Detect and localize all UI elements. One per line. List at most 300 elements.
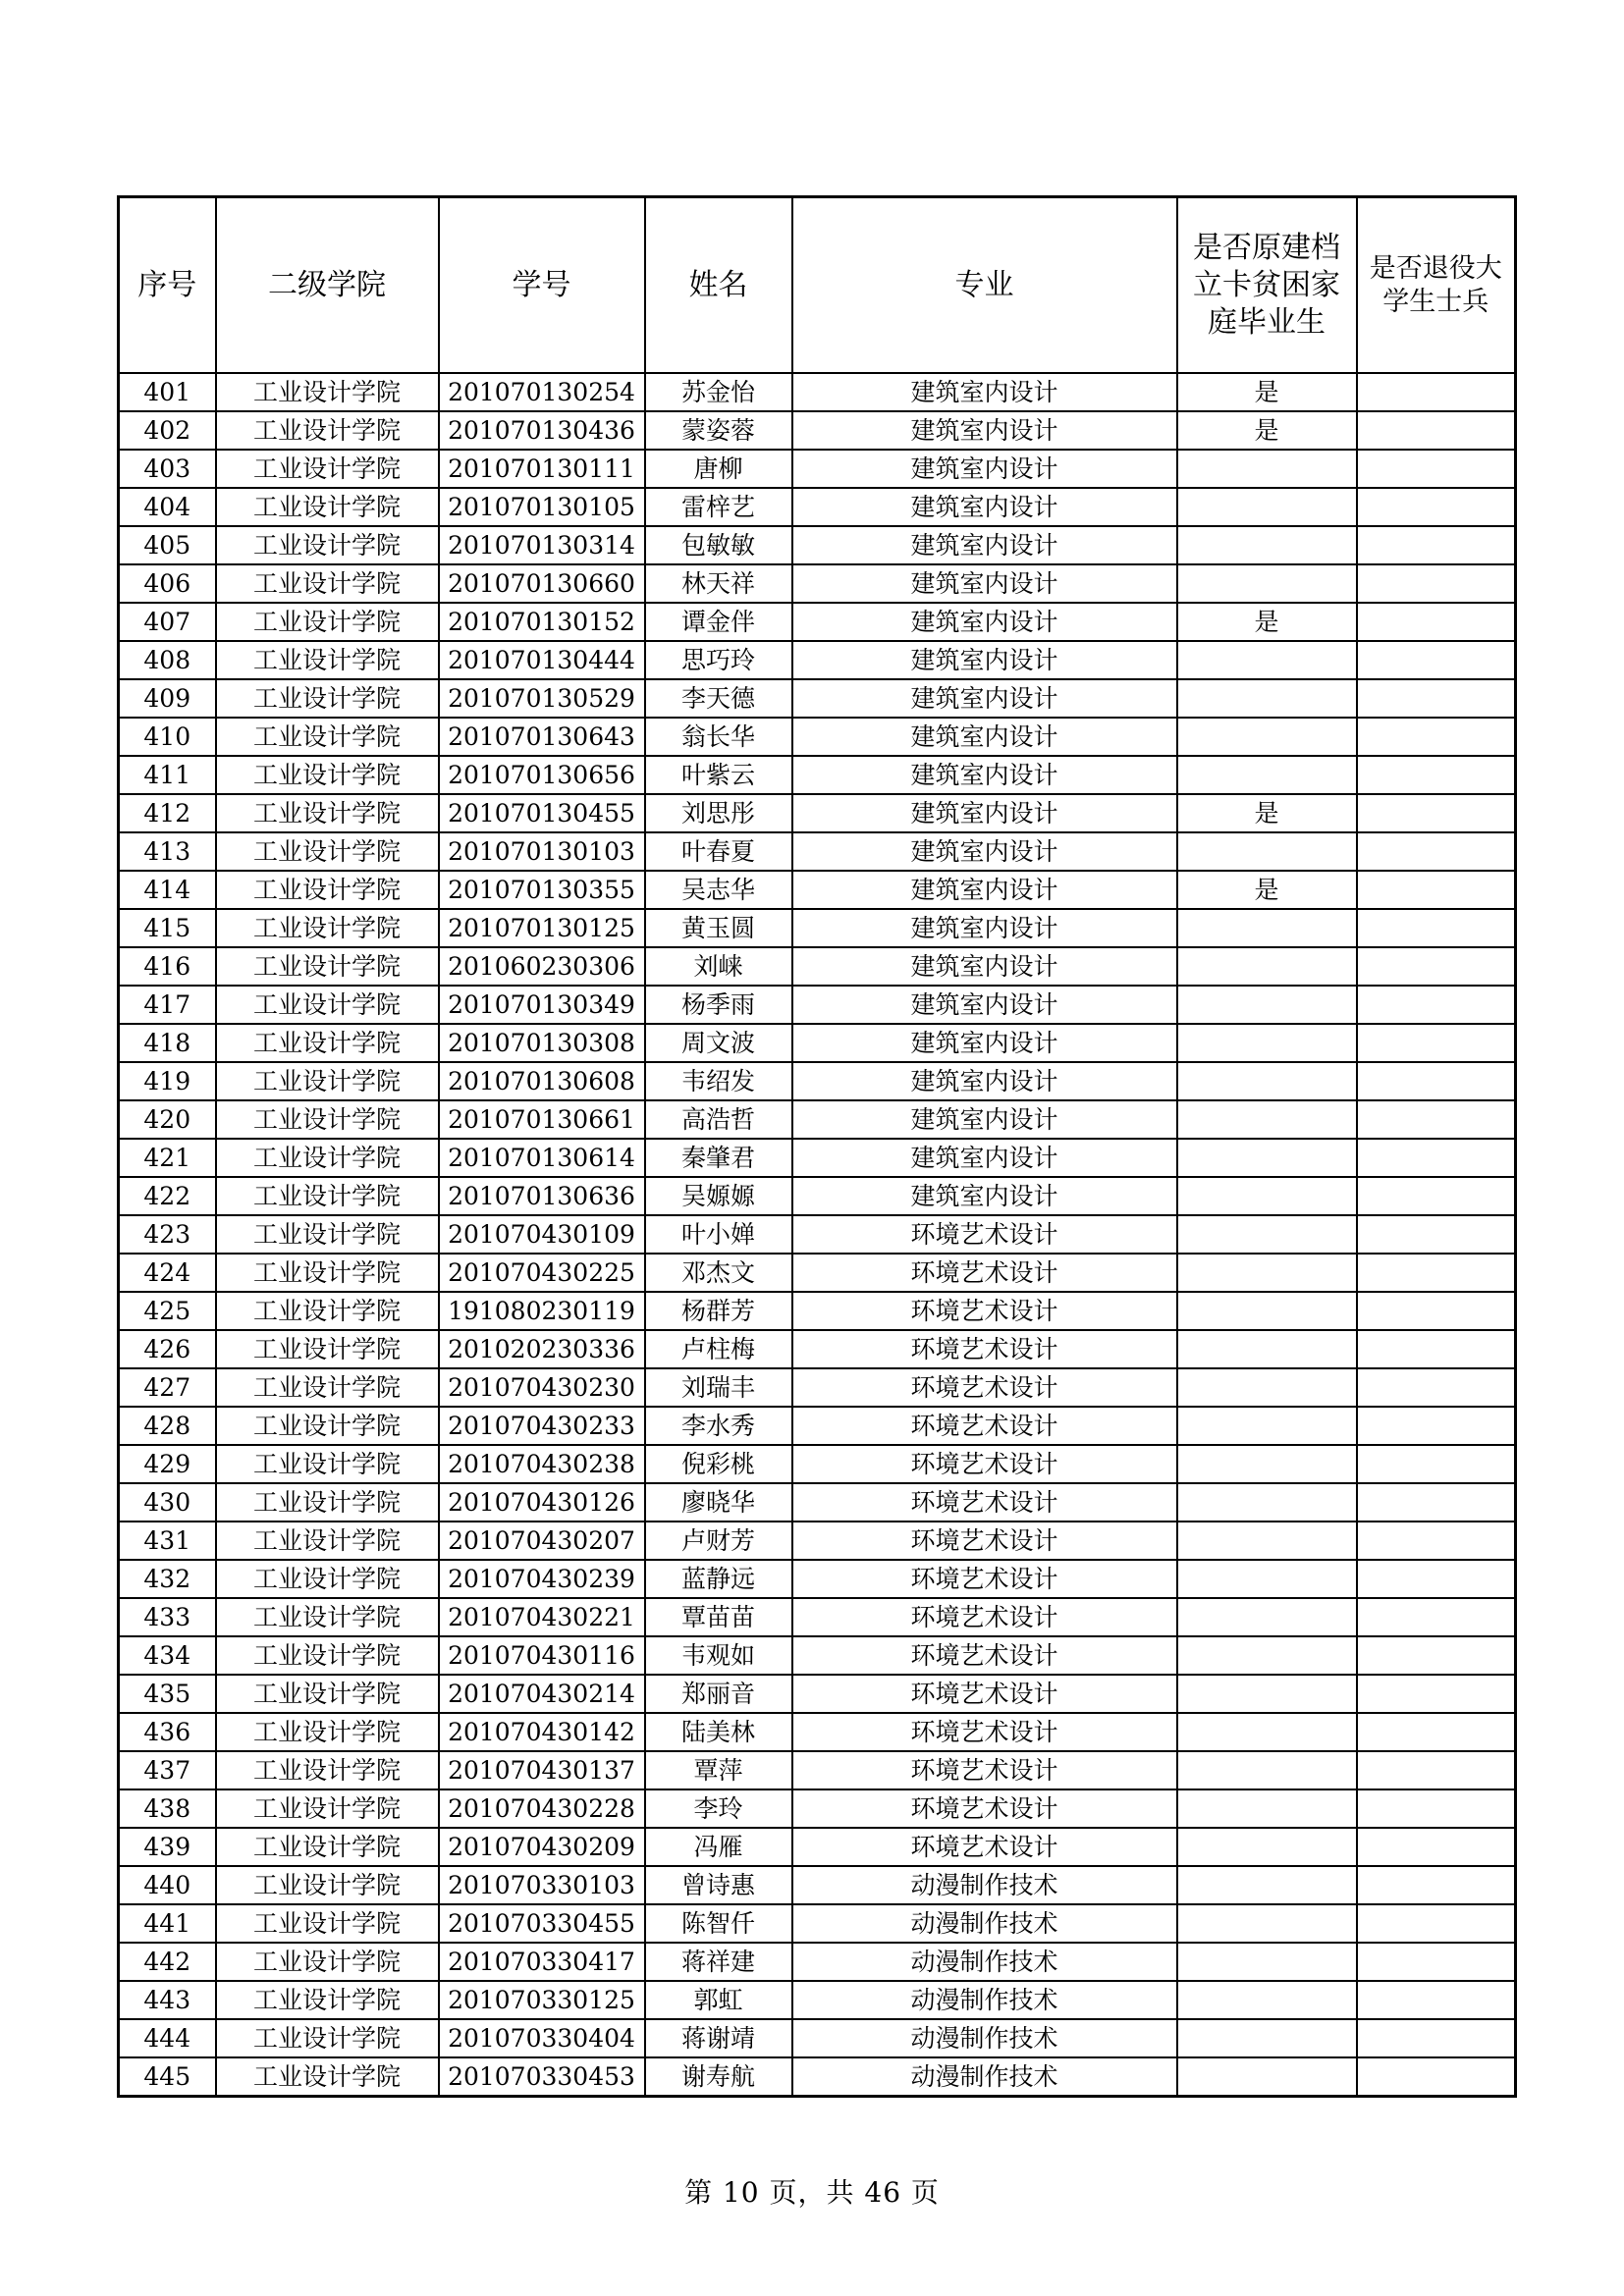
header-poverty — [1177, 197, 1357, 374]
cell-index: 415 — [119, 909, 216, 947]
cell-index: 412 — [119, 794, 216, 832]
cell-college: 工业设计学院 — [216, 1943, 439, 1981]
cell-college: 工业设计学院 — [216, 871, 439, 909]
cell-poverty — [1177, 756, 1357, 794]
cell-student-id: 191080230119 — [439, 1292, 645, 1330]
cell-veteran — [1357, 1943, 1516, 1981]
cell-veteran — [1357, 871, 1516, 909]
cell-major: 动漫制作技术 — [792, 1981, 1177, 2019]
cell-poverty — [1177, 1330, 1357, 1368]
cell-veteran — [1357, 411, 1516, 450]
header-college: 二级学院 — [216, 197, 439, 374]
cell-college: 工业设计学院 — [216, 1062, 439, 1100]
cell-college: 工业设计学院 — [216, 1636, 439, 1675]
cell-major: 建筑室内设计 — [792, 718, 1177, 756]
table-row — [119, 794, 1516, 832]
cell-major: 环境艺术设计 — [792, 1713, 1177, 1751]
cell-college: 工业设计学院 — [216, 450, 439, 488]
cell-college: 工业设计学院 — [216, 1789, 439, 1828]
cell-poverty: 是 — [1177, 871, 1357, 909]
cell-index: 426 — [119, 1330, 216, 1368]
cell-student-id: 201070130529 — [439, 679, 645, 718]
table-row — [119, 1445, 1516, 1483]
cell-poverty — [1177, 909, 1357, 947]
cell-poverty — [1177, 488, 1357, 526]
cell-name: 覃苗苗 — [645, 1598, 792, 1636]
cell-veteran — [1357, 1062, 1516, 1100]
cell-college: 工业设计学院 — [216, 1828, 439, 1866]
cell-veteran — [1357, 373, 1516, 411]
cell-student-id: 201070430126 — [439, 1483, 645, 1522]
cell-name: 韦绍发 — [645, 1062, 792, 1100]
cell-major: 环境艺术设计 — [792, 1675, 1177, 1713]
cell-index: 438 — [119, 1789, 216, 1828]
cell-major: 动漫制作技术 — [792, 2019, 1177, 2057]
table-row — [119, 947, 1516, 986]
cell-student-id: 201060230306 — [439, 947, 645, 986]
header-poverty-line: 是否原建档 — [1193, 230, 1340, 265]
cell-veteran — [1357, 1713, 1516, 1751]
cell-college: 工业设计学院 — [216, 832, 439, 871]
cell-college: 工业设计学院 — [216, 2019, 439, 2057]
header-poverty-line: 立卡贫困家 — [1193, 267, 1340, 302]
cell-index: 423 — [119, 1215, 216, 1254]
cell-veteran — [1357, 1560, 1516, 1598]
cell-college: 工业设计学院 — [216, 1866, 439, 1904]
table-row — [119, 1215, 1516, 1254]
cell-poverty — [1177, 986, 1357, 1024]
cell-name: 陈智仟 — [645, 1904, 792, 1943]
table-row — [119, 1139, 1516, 1177]
cell-poverty — [1177, 564, 1357, 603]
cell-index: 429 — [119, 1445, 216, 1483]
cell-veteran — [1357, 1330, 1516, 1368]
cell-major: 环境艺术设计 — [792, 1636, 1177, 1675]
cell-major: 建筑室内设计 — [792, 564, 1177, 603]
table-row — [119, 1943, 1516, 1981]
cell-name: 蒋谢靖 — [645, 2019, 792, 2057]
table-row — [119, 1483, 1516, 1522]
cell-college: 工业设计学院 — [216, 1445, 439, 1483]
cell-poverty: 是 — [1177, 603, 1357, 641]
cell-student-id: 201070330453 — [439, 2057, 645, 2097]
table-row — [119, 986, 1516, 1024]
cell-poverty — [1177, 1062, 1357, 1100]
cell-poverty — [1177, 1598, 1357, 1636]
cell-veteran — [1357, 1368, 1516, 1407]
cell-student-id: 201070430233 — [439, 1407, 645, 1445]
cell-index: 406 — [119, 564, 216, 603]
cell-veteran — [1357, 794, 1516, 832]
cell-name: 覃萍 — [645, 1751, 792, 1789]
cell-college: 工业设计学院 — [216, 1483, 439, 1522]
cell-poverty — [1177, 1215, 1357, 1254]
cell-veteran — [1357, 1483, 1516, 1522]
cell-college: 工业设计学院 — [216, 1292, 439, 1330]
table-row — [119, 1904, 1516, 1943]
cell-name: 陆美林 — [645, 1713, 792, 1751]
cell-college: 工业设计学院 — [216, 1675, 439, 1713]
header-veteran-line: 是否退役大 — [1369, 252, 1502, 284]
cell-major: 建筑室内设计 — [792, 411, 1177, 450]
cell-student-id: 201070130636 — [439, 1177, 645, 1215]
cell-major: 建筑室内设计 — [792, 871, 1177, 909]
cell-index: 433 — [119, 1598, 216, 1636]
cell-name: 刘思彤 — [645, 794, 792, 832]
cell-index: 445 — [119, 2057, 216, 2097]
cell-student-id: 201070430137 — [439, 1751, 645, 1789]
table-body — [119, 373, 1516, 2097]
cell-college: 工业设计学院 — [216, 1598, 439, 1636]
table-row — [119, 1024, 1516, 1062]
cell-student-id: 201070430142 — [439, 1713, 645, 1751]
cell-poverty — [1177, 1522, 1357, 1560]
table-row — [119, 2057, 1516, 2097]
cell-poverty — [1177, 1407, 1357, 1445]
cell-student-id: 201070130643 — [439, 718, 645, 756]
cell-veteran — [1357, 1981, 1516, 2019]
cell-major: 建筑室内设计 — [792, 947, 1177, 986]
cell-college: 工业设计学院 — [216, 1751, 439, 1789]
cell-student-id: 201070130355 — [439, 871, 645, 909]
cell-name: 包敏敏 — [645, 526, 792, 564]
cell-index: 411 — [119, 756, 216, 794]
cell-poverty — [1177, 1024, 1357, 1062]
cell-major: 建筑室内设计 — [792, 1100, 1177, 1139]
cell-student-id: 201070130444 — [439, 641, 645, 679]
cell-veteran — [1357, 1751, 1516, 1789]
table-row — [119, 1828, 1516, 1866]
cell-index: 425 — [119, 1292, 216, 1330]
table-row — [119, 1866, 1516, 1904]
cell-name: 蓝静远 — [645, 1560, 792, 1598]
cell-college: 工业设计学院 — [216, 1330, 439, 1368]
table-row — [119, 1522, 1516, 1560]
cell-veteran — [1357, 679, 1516, 718]
cell-index: 440 — [119, 1866, 216, 1904]
cell-veteran — [1357, 1828, 1516, 1866]
table-row — [119, 411, 1516, 450]
cell-name: 高浩哲 — [645, 1100, 792, 1139]
cell-index: 419 — [119, 1062, 216, 1100]
cell-major: 建筑室内设计 — [792, 832, 1177, 871]
cell-veteran — [1357, 1254, 1516, 1292]
cell-index: 405 — [119, 526, 216, 564]
table-row — [119, 526, 1516, 564]
cell-name: 秦肇君 — [645, 1139, 792, 1177]
cell-veteran — [1357, 488, 1516, 526]
cell-veteran — [1357, 909, 1516, 947]
cell-veteran — [1357, 2019, 1516, 2057]
cell-student-id: 201070430239 — [439, 1560, 645, 1598]
cell-poverty — [1177, 1828, 1357, 1866]
cell-major: 环境艺术设计 — [792, 1292, 1177, 1330]
table-row — [119, 1330, 1516, 1368]
cell-index: 437 — [119, 1751, 216, 1789]
cell-college: 工业设计学院 — [216, 794, 439, 832]
cell-student-id: 201070430225 — [439, 1254, 645, 1292]
cell-student-id: 201070130656 — [439, 756, 645, 794]
cell-student-id: 201070430238 — [439, 1445, 645, 1483]
cell-major: 建筑室内设计 — [792, 986, 1177, 1024]
cell-veteran — [1357, 1407, 1516, 1445]
cell-veteran — [1357, 526, 1516, 564]
cell-index: 443 — [119, 1981, 216, 2019]
cell-veteran — [1357, 450, 1516, 488]
cell-student-id: 201070130455 — [439, 794, 645, 832]
cell-index: 416 — [119, 947, 216, 986]
cell-poverty — [1177, 1981, 1357, 2019]
cell-index: 421 — [119, 1139, 216, 1177]
cell-index: 401 — [119, 373, 216, 411]
cell-index: 428 — [119, 1407, 216, 1445]
cell-poverty — [1177, 1943, 1357, 1981]
cell-student-id: 201070430207 — [439, 1522, 645, 1560]
cell-college: 工业设计学院 — [216, 1177, 439, 1215]
cell-major: 动漫制作技术 — [792, 2057, 1177, 2097]
cell-name: 韦观如 — [645, 1636, 792, 1675]
cell-college: 工业设计学院 — [216, 1981, 439, 2019]
cell-major: 环境艺术设计 — [792, 1368, 1177, 1407]
table-row — [119, 1636, 1516, 1675]
table-row — [119, 1100, 1516, 1139]
cell-index: 444 — [119, 2019, 216, 2057]
cell-college: 工业设计学院 — [216, 564, 439, 603]
table-row — [119, 679, 1516, 718]
table-row — [119, 1981, 1516, 2019]
cell-major: 建筑室内设计 — [792, 1062, 1177, 1100]
cell-name: 唐柳 — [645, 450, 792, 488]
cell-veteran — [1357, 2057, 1516, 2097]
cell-poverty — [1177, 679, 1357, 718]
cell-college: 工业设计学院 — [216, 909, 439, 947]
cell-name: 苏金怡 — [645, 373, 792, 411]
table-row — [119, 1713, 1516, 1751]
header-row — [119, 197, 1516, 374]
table-row — [119, 832, 1516, 871]
cell-index: 409 — [119, 679, 216, 718]
table-row — [119, 718, 1516, 756]
table-row — [119, 488, 1516, 526]
cell-veteran — [1357, 1675, 1516, 1713]
cell-index: 436 — [119, 1713, 216, 1751]
cell-poverty — [1177, 718, 1357, 756]
cell-college: 工业设计学院 — [216, 1407, 439, 1445]
cell-veteran — [1357, 603, 1516, 641]
cell-veteran — [1357, 718, 1516, 756]
cell-poverty: 是 — [1177, 794, 1357, 832]
cell-major: 建筑室内设计 — [792, 526, 1177, 564]
cell-major: 环境艺术设计 — [792, 1407, 1177, 1445]
cell-name: 吴嫄嫄 — [645, 1177, 792, 1215]
cell-student-id: 201070330417 — [439, 1943, 645, 1981]
cell-student-id: 201070130314 — [439, 526, 645, 564]
cell-student-id: 201070130125 — [439, 909, 645, 947]
cell-poverty — [1177, 1560, 1357, 1598]
cell-student-id: 201070430109 — [439, 1215, 645, 1254]
cell-name: 谢寿航 — [645, 2057, 792, 2097]
cell-name: 郭虹 — [645, 1981, 792, 2019]
cell-college: 工业设计学院 — [216, 1100, 439, 1139]
cell-veteran — [1357, 1100, 1516, 1139]
cell-college: 工业设计学院 — [216, 1024, 439, 1062]
table-row — [119, 641, 1516, 679]
cell-poverty — [1177, 1636, 1357, 1675]
cell-veteran — [1357, 986, 1516, 1024]
cell-major: 环境艺术设计 — [792, 1522, 1177, 1560]
cell-index: 410 — [119, 718, 216, 756]
header-poverty-line: 庭毕业生 — [1208, 304, 1326, 340]
header-major: 专业 — [792, 197, 1177, 374]
cell-veteran — [1357, 641, 1516, 679]
cell-veteran — [1357, 756, 1516, 794]
cell-index: 407 — [119, 603, 216, 641]
cell-college: 工业设计学院 — [216, 756, 439, 794]
cell-index: 439 — [119, 1828, 216, 1866]
cell-college: 工业设计学院 — [216, 1904, 439, 1943]
cell-student-id: 201070330455 — [439, 1904, 645, 1943]
cell-poverty — [1177, 1866, 1357, 1904]
cell-name: 李水秀 — [645, 1407, 792, 1445]
cell-poverty — [1177, 2019, 1357, 2057]
cell-college: 工业设计学院 — [216, 986, 439, 1024]
cell-poverty — [1177, 1177, 1357, 1215]
cell-name: 刘崃 — [645, 947, 792, 986]
cell-poverty: 是 — [1177, 411, 1357, 450]
cell-index: 413 — [119, 832, 216, 871]
cell-poverty — [1177, 1789, 1357, 1828]
cell-college: 工业设计学院 — [216, 526, 439, 564]
cell-major: 环境艺术设计 — [792, 1828, 1177, 1866]
cell-major: 建筑室内设计 — [792, 603, 1177, 641]
cell-major: 建筑室内设计 — [792, 1139, 1177, 1177]
cell-student-id: 201070130254 — [439, 373, 645, 411]
cell-veteran — [1357, 564, 1516, 603]
cell-poverty: 是 — [1177, 373, 1357, 411]
cell-poverty — [1177, 947, 1357, 986]
cell-name: 卢柱梅 — [645, 1330, 792, 1368]
cell-major: 建筑室内设计 — [792, 1177, 1177, 1215]
cell-major: 建筑室内设计 — [792, 909, 1177, 947]
table-row — [119, 1368, 1516, 1407]
table-row — [119, 1177, 1516, 1215]
cell-poverty — [1177, 641, 1357, 679]
cell-veteran — [1357, 832, 1516, 871]
cell-name: 黄玉圆 — [645, 909, 792, 947]
cell-index: 441 — [119, 1904, 216, 1943]
cell-major: 环境艺术设计 — [792, 1330, 1177, 1368]
cell-index: 434 — [119, 1636, 216, 1675]
cell-poverty — [1177, 1904, 1357, 1943]
cell-name: 杨季雨 — [645, 986, 792, 1024]
cell-name: 叶春夏 — [645, 832, 792, 871]
cell-name: 吴志华 — [645, 871, 792, 909]
cell-index: 404 — [119, 488, 216, 526]
cell-name: 叶紫云 — [645, 756, 792, 794]
cell-name: 邓杰文 — [645, 1254, 792, 1292]
cell-name: 郑丽音 — [645, 1675, 792, 1713]
cell-index: 420 — [119, 1100, 216, 1139]
cell-college: 工业设计学院 — [216, 718, 439, 756]
cell-name: 周文波 — [645, 1024, 792, 1062]
cell-name: 翁长华 — [645, 718, 792, 756]
cell-name: 冯雁 — [645, 1828, 792, 1866]
cell-college: 工业设计学院 — [216, 488, 439, 526]
cell-student-id: 201070130608 — [439, 1062, 645, 1100]
cell-poverty — [1177, 1445, 1357, 1483]
cell-name: 蒋祥建 — [645, 1943, 792, 1981]
table-row — [119, 1062, 1516, 1100]
cell-name: 思巧玲 — [645, 641, 792, 679]
cell-student-id: 201070430228 — [439, 1789, 645, 1828]
cell-major: 建筑室内设计 — [792, 641, 1177, 679]
cell-veteran — [1357, 1789, 1516, 1828]
cell-college: 工业设计学院 — [216, 373, 439, 411]
cell-index: 408 — [119, 641, 216, 679]
cell-index: 442 — [119, 1943, 216, 1981]
cell-veteran — [1357, 1636, 1516, 1675]
cell-name: 林天祥 — [645, 564, 792, 603]
cell-major: 环境艺术设计 — [792, 1789, 1177, 1828]
cell-name: 谭金伴 — [645, 603, 792, 641]
cell-student-id: 201070430230 — [439, 1368, 645, 1407]
header-veteran-line: 学生士兵 — [1382, 286, 1489, 317]
cell-major: 环境艺术设计 — [792, 1483, 1177, 1522]
cell-veteran — [1357, 1292, 1516, 1330]
header-veteran — [1357, 197, 1516, 374]
cell-poverty — [1177, 1483, 1357, 1522]
cell-index: 417 — [119, 986, 216, 1024]
cell-college: 工业设计学院 — [216, 1215, 439, 1254]
cell-poverty — [1177, 1713, 1357, 1751]
table-row — [119, 1751, 1516, 1789]
cell-veteran — [1357, 1177, 1516, 1215]
cell-student-id: 201070130152 — [439, 603, 645, 641]
cell-student-id: 201070130105 — [439, 488, 645, 526]
cell-major: 建筑室内设计 — [792, 679, 1177, 718]
cell-student-id: 201070430214 — [439, 1675, 645, 1713]
cell-student-id: 201070130111 — [439, 450, 645, 488]
header-index: 序号 — [119, 197, 216, 374]
cell-major: 环境艺术设计 — [792, 1445, 1177, 1483]
cell-major: 建筑室内设计 — [792, 450, 1177, 488]
table-header — [119, 197, 1516, 374]
cell-student-id: 201070330125 — [439, 1981, 645, 2019]
cell-poverty — [1177, 526, 1357, 564]
cell-student-id: 201070130660 — [439, 564, 645, 603]
cell-major: 动漫制作技术 — [792, 1943, 1177, 1981]
cell-major: 建筑室内设计 — [792, 756, 1177, 794]
cell-poverty — [1177, 1292, 1357, 1330]
cell-major: 建筑室内设计 — [792, 488, 1177, 526]
cell-major: 环境艺术设计 — [792, 1598, 1177, 1636]
cell-name: 李玲 — [645, 1789, 792, 1828]
cell-student-id: 201070430116 — [439, 1636, 645, 1675]
cell-major: 环境艺术设计 — [792, 1560, 1177, 1598]
cell-index: 427 — [119, 1368, 216, 1407]
cell-college: 工业设计学院 — [216, 947, 439, 986]
cell-veteran — [1357, 1598, 1516, 1636]
cell-college: 工业设计学院 — [216, 411, 439, 450]
table-row — [119, 1598, 1516, 1636]
cell-college: 工业设计学院 — [216, 603, 439, 641]
cell-veteran — [1357, 1522, 1516, 1560]
table-row — [119, 1407, 1516, 1445]
cell-name: 卢财芳 — [645, 1522, 792, 1560]
cell-college: 工业设计学院 — [216, 1560, 439, 1598]
table-row — [119, 603, 1516, 641]
cell-poverty — [1177, 1139, 1357, 1177]
